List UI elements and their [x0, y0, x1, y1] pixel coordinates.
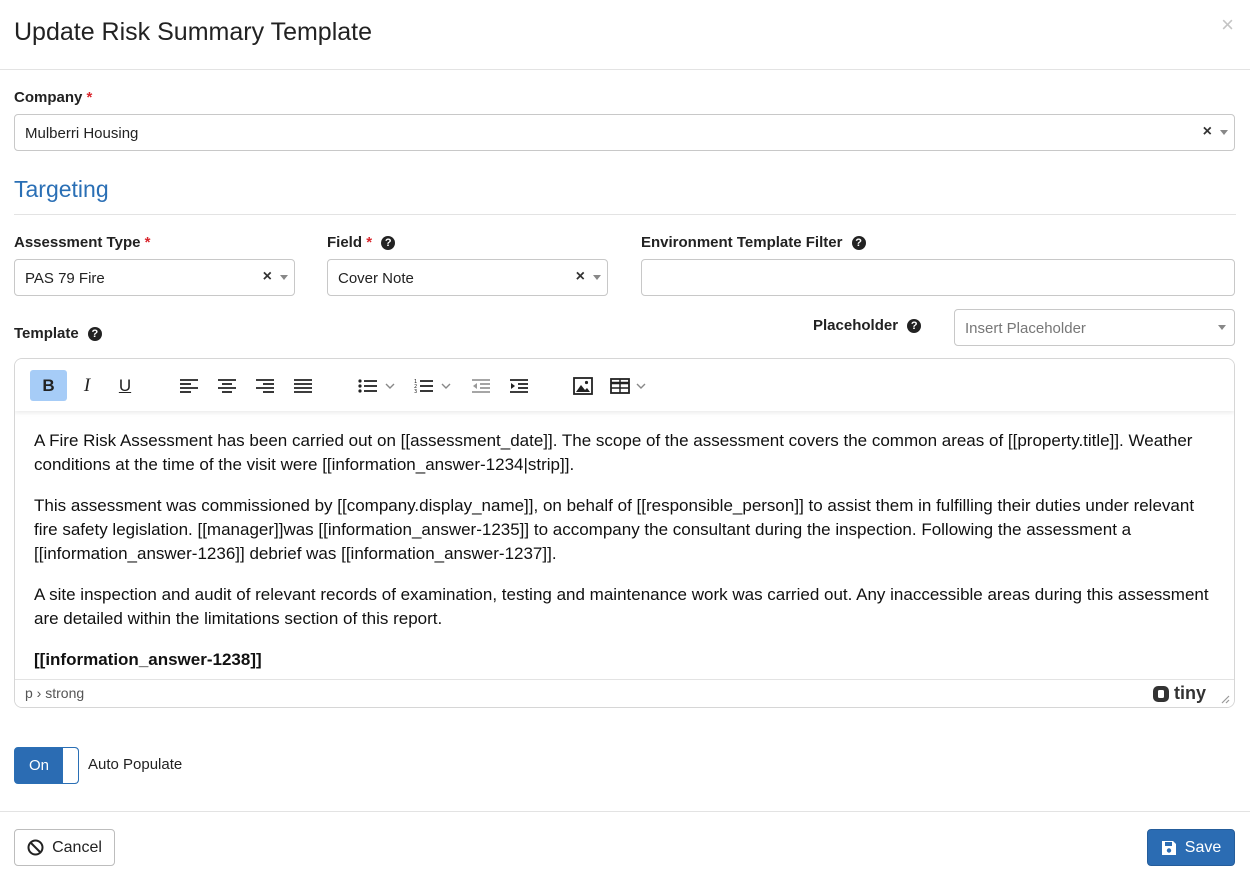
- toggle-state-text: On: [28, 757, 49, 774]
- italic-icon: I: [83, 374, 91, 396]
- close-icon[interactable]: ×: [1221, 12, 1234, 37]
- align-left-button[interactable]: [172, 370, 206, 401]
- assessment-type-select[interactable]: [14, 259, 295, 296]
- floppy-disk-icon: [1161, 840, 1177, 856]
- rich-text-editor[interactable]: [14, 358, 1235, 708]
- editor-paragraph: A Fire Risk Assessment has been carried out on [[assessment_date]]. The scope of the assessment covers the common areas of [[property.title]]. Weather conditions at the time of the visit were [[information_answer-1234|strip]].: [34, 431, 1193, 474]
- chevron-down-icon[interactable]: [1220, 130, 1228, 135]
- svg-text:1: 1: [414, 378, 418, 385]
- section-divider: [14, 214, 1236, 215]
- question-circle-icon[interactable]: ?: [381, 236, 395, 250]
- image-icon: [573, 377, 593, 395]
- field-select[interactable]: [327, 259, 608, 296]
- save-button[interactable]: [1147, 829, 1235, 866]
- outdent-icon: [472, 379, 490, 393]
- indent-icon: [510, 379, 528, 393]
- bold-icon: B: [42, 375, 55, 395]
- outdent-button[interactable]: [464, 370, 498, 401]
- auto-populate-toggle[interactable]: [14, 747, 79, 784]
- insert-table-button[interactable]: [606, 370, 656, 401]
- environment-filter-input[interactable]: [641, 259, 1235, 296]
- targeting-heading: Targeting: [14, 176, 109, 202]
- required-mark: *: [144, 234, 151, 251]
- save-button-label: Save: [1184, 838, 1222, 856]
- element-path: p › strong: [25, 685, 85, 701]
- editor-content[interactable]: [34, 429, 1214, 689]
- placeholder-select[interactable]: [954, 309, 1235, 346]
- editor-paragraph: This assessment was commissioned by [[company.display_name]], on behalf of [[responsible_person]] to assist them in fulfilling their duties under relevant fire safety legislation. [[manager]]was [[information_answer-1235]] to accompany the consultant during the inspection. Following the assessment a [[information_answer-1236]] debrief was [[information_answer-1237]].: [34, 496, 1195, 563]
- editor-paragraph: A site inspection and audit of relevant records of examination, testing and maintenance work was carried out. Any inaccessible areas during this assessment are detailed within the limitations section of this report.: [34, 585, 1209, 628]
- field-value: Cover Note: [338, 270, 414, 287]
- underline-icon: U: [118, 375, 132, 395]
- modal-header: [0, 0, 1250, 70]
- clear-icon[interactable]: ×: [575, 268, 585, 285]
- placeholder-label: Placeholder ?: [813, 317, 921, 334]
- chevron-down-icon[interactable]: [385, 383, 395, 389]
- numbered-list-icon: [414, 379, 433, 393]
- company-select[interactable]: [14, 114, 1235, 151]
- cancel-button-label: Cancel: [52, 838, 102, 856]
- align-center-icon: [218, 379, 236, 393]
- chevron-down-icon[interactable]: [441, 383, 451, 389]
- indent-button[interactable]: [502, 370, 536, 401]
- question-circle-icon[interactable]: ?: [907, 319, 921, 333]
- svg-text:3: 3: [414, 388, 418, 393]
- editor-statusbar: [15, 679, 1234, 707]
- required-mark: *: [86, 89, 93, 106]
- tiny-logo[interactable]: [1152, 683, 1206, 704]
- numbered-list-button[interactable]: [408, 370, 458, 401]
- editor-toolbar: [15, 359, 1234, 411]
- chevron-down-icon[interactable]: [636, 383, 646, 389]
- clear-icon[interactable]: ×: [1202, 123, 1212, 140]
- tiny-logo-icon: [1152, 685, 1170, 703]
- chevron-down-icon[interactable]: [593, 275, 601, 280]
- insert-image-button[interactable]: [566, 370, 600, 401]
- bullet-list-button[interactable]: [352, 370, 402, 401]
- toggle-knob[interactable]: [62, 748, 78, 783]
- underline-button[interactable]: [108, 370, 142, 401]
- company-select-value: Mulberri Housing: [25, 125, 139, 142]
- align-right-button[interactable]: [248, 370, 282, 401]
- bold-button[interactable]: [30, 370, 67, 401]
- tiny-wordmark: tiny: [1173, 683, 1206, 703]
- modal-title: Update Risk Summary Template: [14, 18, 373, 46]
- align-justify-button[interactable]: [286, 370, 320, 401]
- field-label: Field * ?: [327, 234, 395, 251]
- align-center-button[interactable]: [210, 370, 244, 401]
- environment-filter-label: Environment Template Filter ?: [641, 234, 866, 251]
- chevron-down-icon[interactable]: [280, 275, 288, 280]
- assessment-type-value: PAS 79 Fire: [25, 270, 105, 287]
- resize-handle-icon[interactable]: [1220, 694, 1230, 704]
- table-icon: [610, 378, 630, 394]
- align-left-icon: [180, 379, 198, 393]
- template-label: Template ?: [14, 325, 102, 342]
- question-circle-icon[interactable]: ?: [88, 327, 102, 341]
- question-circle-icon[interactable]: ?: [852, 236, 866, 250]
- required-mark: *: [366, 234, 373, 251]
- align-justify-icon: [294, 379, 312, 393]
- clear-icon[interactable]: ×: [262, 268, 272, 285]
- assessment-type-label: Assessment Type *: [14, 234, 151, 251]
- chevron-down-icon[interactable]: [1218, 325, 1226, 330]
- bullet-list-icon: [358, 379, 377, 393]
- editor-strong-paragraph: [[information_answer-1238]]: [34, 650, 262, 669]
- italic-button[interactable]: [70, 370, 104, 401]
- company-label: Company *: [14, 89, 93, 106]
- ban-icon: [27, 839, 44, 856]
- align-right-icon: [256, 379, 274, 393]
- svg-text:2: 2: [414, 383, 418, 390]
- footer-divider: [0, 811, 1250, 812]
- placeholder-select-value: Insert Placeholder: [965, 320, 1086, 337]
- cancel-button[interactable]: [14, 829, 115, 866]
- auto-populate-label: Auto Populate: [88, 756, 183, 773]
